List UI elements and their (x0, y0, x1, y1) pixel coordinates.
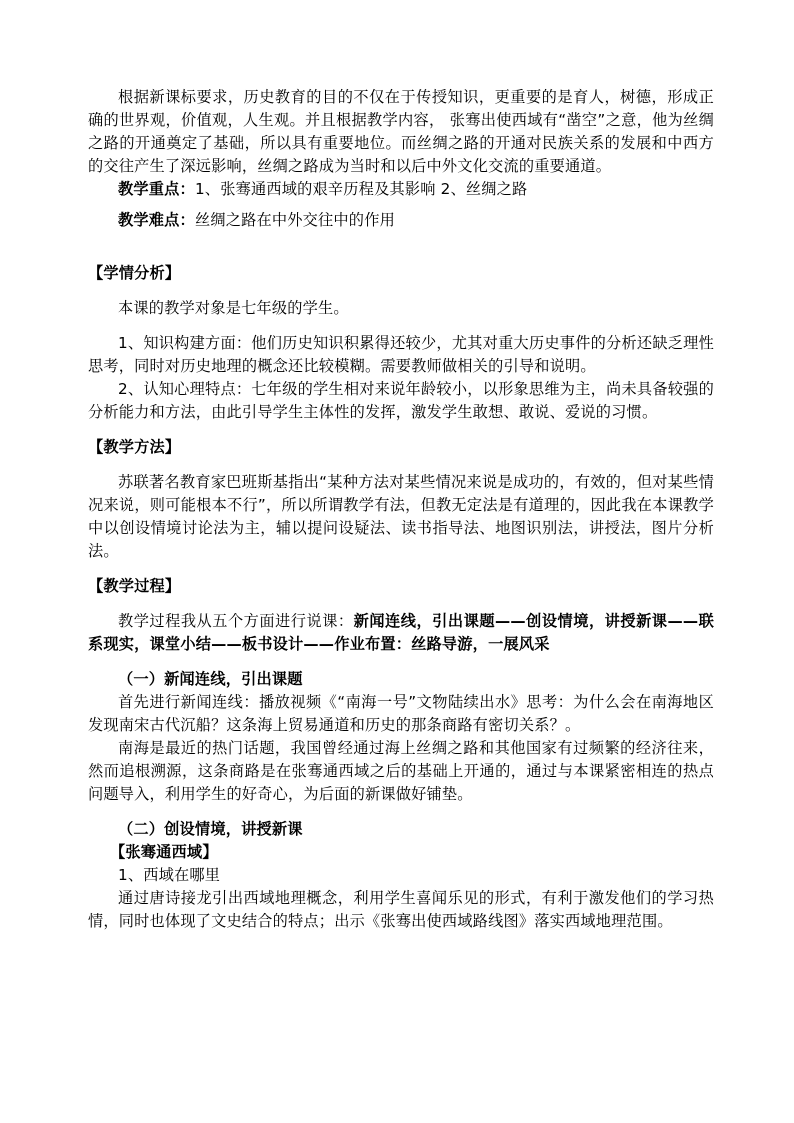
learner-analysis-p2: 1、知识构建方面：他们历史知识积累得还较少，尤其对重大历史事件的分析还缺乏理性思考，同时对历史地理的概念还比较模糊。需要教师做相关的引导和说明。 (88, 334, 714, 375)
difficulty-text: 丝绸之路在中外交往中的作用 (194, 211, 395, 229)
key-points-text: 1、张骞通西域的艰辛历程及其影响 2、丝绸之路 (194, 180, 528, 198)
part2-p1: 通过唐诗接龙引出西域地理概念，利用学生喜闻乐见的形式，有利于激发他们的学习热情，同时也体现了文史结合的特点；出示《张骞出使西域路线图》落实西域地理范围。 (88, 889, 714, 930)
difficulty (88, 209, 714, 232)
teaching-process-heading: 【教学过程】 (88, 577, 181, 595)
part2-title: （二）创设情境，讲授新课 (118, 820, 303, 838)
part2-topic: 【张骞通西域】 (110, 843, 218, 861)
part1-title: （一）新闻连线，引出课题 (118, 670, 303, 688)
part1-p1: 首先进行新闻连线：播放视频《“南海一号”文物陆续出水》思考：为什么会在南海地区发现南宋古代沉船？这条海上贸易通道和历史的那条商路有密切关系？。 (88, 693, 714, 734)
key-points (88, 178, 714, 201)
teaching-process-intro (88, 610, 714, 656)
part2-item1: 1、西域在哪里 (118, 866, 221, 884)
document-page (88, 86, 714, 933)
part1-p2: 南海是最近的热门话题，我国曾经通过海上丝绸之路和其他国家有过频繁的经济往来，然而追根溯源，这条商路是在张骞通西域之后的基础上开通的，通过与本课紧密相连的热点问题导入，利用学生的好奇心，为后面的新课做好铺垫。 (88, 739, 714, 803)
difficulty-label: 教学难点： (118, 211, 195, 229)
learner-analysis-p3: 2、认知心理特点：七年级的学生相对来说年龄较小，以形象思维为主，尚未具备较强的分析能力和方法，由此引导学生主体性的发挥，激发学生敢想、敢说、爱说的习惯。 (88, 380, 714, 421)
key-points-label: 教学重点： (118, 180, 195, 198)
teaching-process-intro-bold: 新闻连线，引出课题——创设情境，讲授新课——联系现实，课堂小结——板书设计——作业布置：丝路导游，一展风采 (88, 612, 714, 653)
teaching-process-intro-plain: 教学过程我从五个方面进行说课： (118, 612, 354, 630)
intro-paragraph: 根据新课标要求，历史教育的目的不仅在于传授知识，更重要的是育人，树德，形成正确的世界观，价值观，人生观。并且根据教学内容， 张骞出使西域有“凿空”之意，他为丝绸之路的开通奠定了基础，所以具有重要地位。而丝绸之路的开通对民族关系的发展和中西方的交往产生了深远影响，丝绸之路成为当时和以后中外文化交流的重要通道。 (88, 88, 714, 175)
learner-analysis-heading: 【学情分析】 (88, 264, 181, 282)
teaching-method-p1: 苏联著名教育家巴班斯基指出“某种方法对某些情况来说是成功的，有效的，但对某些情况来说，则可能根本不行”，所以所谓教学有法，但教无定法是有道理的，因此我在本课教学中以创设情境讨论法为主，辅以提问设疑法、读书指导法、地图识别法，讲授法，图片分析法。 (88, 473, 714, 560)
learner-analysis-p1: 本课的教学对象是七年级的学生。 (118, 299, 349, 317)
teaching-method-heading: 【教学方法】 (88, 438, 181, 456)
